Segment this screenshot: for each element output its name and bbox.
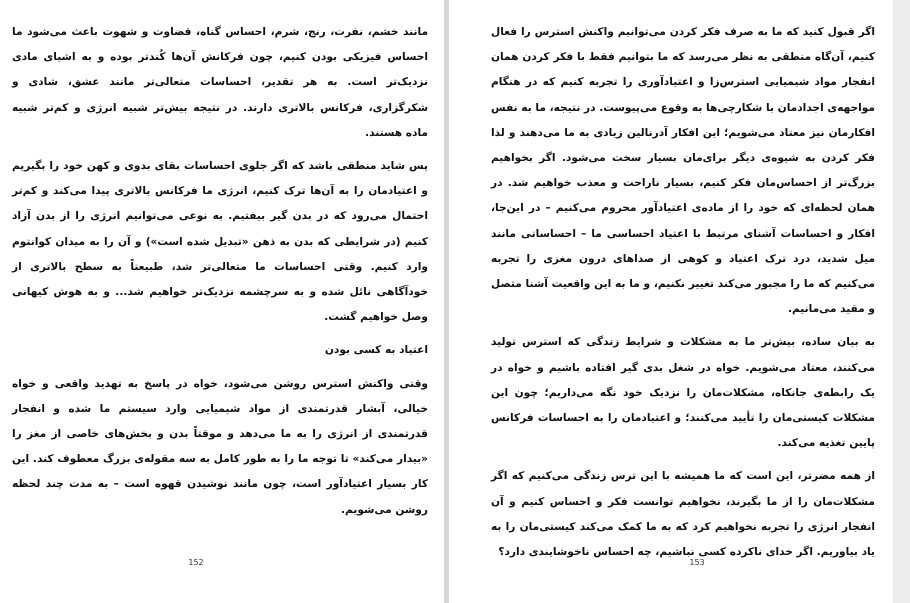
left-page: [0, 0, 444, 603]
paragraph: اگر قبول کنید که ما به صرف فکر کردن می‌توانیم واکنش استرس را فعال کنیم، آن‌گاه منطقی به نظر می‌رسد که ما بتوانیم فقط با فکر کردن همان انفجار مواد شیمیایی استرس‌زا و اعتیادآوری را تجربه کنیم که در هنگام مواجهه‌ی اجدادمان با شکارچی‌ها به وقوع می‌پیوست. در نتیجه، ما به نفس افکارمان نیز معتاد می‌شویم؛ این افکار آدرنالین زیادی به ما می‌دهند و لذا فکر کردن به شیوه‌ی دیگر برای‌مان بسیار سخت می‌شود. اگر بخواهیم بزرگ‌تر از احساس‌مان فکر کنیم، بسیار ناراحت و معذب خواهیم شد. در همان لحظه‌ای که خود را از ماده‌ی اعتیادآور محروم می‌کنیم – در این‌جا، افکار و احساسات آشنای مرتبط با اعتیاد احساسی ما – احساساتی مانند میل شدید، درد ترک اعتیاد و کوهی از صداهای درون مغزی را تجربه می‌کنیم که ما را مجبور می‌کند تغییر نکنیم، و ما به این واقعیت آشنا متصل و مقید می‌مانیم.: [491, 26, 875, 316]
section-heading: اعتیاد به کسی بودن: [324, 344, 428, 357]
paragraph: از همه مضرتر، این است که ما همیشه با این ترس زندگی می‌کنیم که اگر مشکلات‌مان را از ما بگیرند، نخواهیم توانست فکر و احساس کنیم و آن انفجار انرژی را تجربه نخواهیم کرد که به ما کمک می‌کند کیستی‌مان را به یاد بیاوریم. اگر خدای ناکرده کسی نباشیم، چه احساس ناخوشایندی دارد؟: [491, 470, 875, 559]
paragraph: مانند خشم، نفرت، رنج، شرم، احساس گناه، قضاوت و شهوت باعث می‌شود ما احساس فیزیکی بودن کنیم، چون فرکانش آن‌ها کُندتر بوده و به اشیای مادی نزدیک‌تر است. به هر تقدیر، احساسات متعالی‌تر مانند عشق، شادی و شکرگزاری، فرکانس بالاتری دارند. در نتیجه بیش‌تر شبیه انرژی و کم‌تر شبیه ماده هستند.: [12, 26, 428, 139]
left-page-text: [12, 20, 428, 531]
paragraph: پس شاید منطقی باشد که اگر جلوی احساسات بقای بدوی و کهن خود را بگیریم و اعتیادمان را به آن‌ها ترک کنیم، انرژی ما فرکانس بالاتری پیدا می‌کند و کم‌تر احتمال می‌رود که در بدن گیر بیفتیم. به نوعی می‌توانیم انرژی را از بدن آزاد کنیم (در شرایطی که بدن به ذهن «تبدیل شده است») و آن را به میدان کوانتوم وارد کنیم. وقتی احساسات ما متعالی‌تر شد، طبیعتاً به سطح بالاتری از خودآگاهی نائل شده و به سرچشمه نزدیک‌تر خواهیم شد... و به هوش کیهانی وصل خواهیم گشت.: [12, 160, 428, 324]
page-number: 152: [188, 558, 204, 567]
right-page-text: [491, 20, 875, 573]
page-number: 153: [689, 558, 705, 567]
right-page: [449, 0, 893, 603]
paragraph: به بیان ساده، بیش‌تر ما به مشکلات و شرایط زندگی که استرس تولید می‌کنند، معتاد می‌شویم. خواه در شغل بدی گیر افتاده باشیم و خواه در یک رابطه‌ی جانکاه، مشکلات‌مان را نزدیک خود نگه می‌داریم؛ چون این مشکلات کیستی‌مان را تأیید می‌کنند؛ و اعتیادمان را به احساسات فرکانس پایین تغذیه می‌کند.: [491, 336, 875, 450]
paragraph: وقتی واکنش استرس روشن می‌شود، خواه در پاسخ به تهدید واقعی و خواه خیالی، آبشار قدرتمندی از مواد شیمیایی وارد سیستم ما شده و انفجار قدرتمندی از انرژی را به ما می‌دهد و موقتاً بدن و بخش‌های خاصی از مغز را «بیدار می‌کند» تا توجه ما را به طور کامل به سه مقوله‌ی بزرگ معطوف کند. این کار بسیار اعتیادآور است، چون مانند نوشیدن قهوه است – به مدت چند لحظه روشن می‌شویم.: [12, 377, 428, 516]
